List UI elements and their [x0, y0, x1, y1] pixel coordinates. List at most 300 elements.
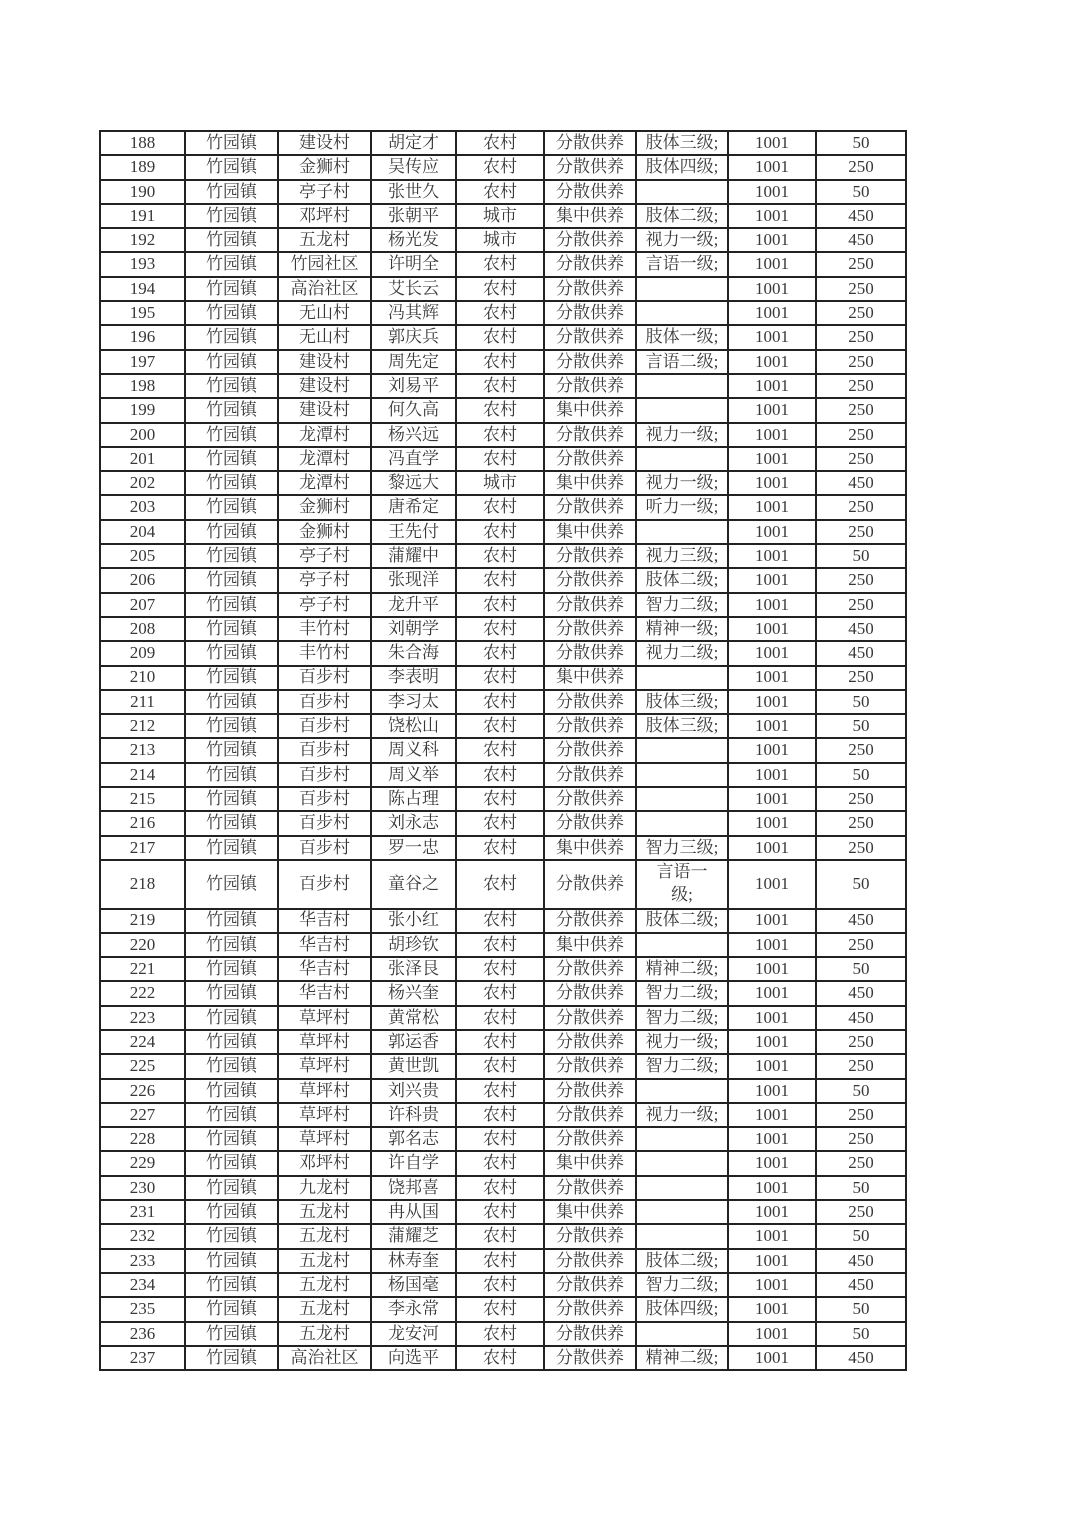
cell-disability: 言语一级; — [636, 860, 728, 909]
cell-disability — [636, 374, 728, 398]
cell-village: 高治社区 — [278, 1346, 371, 1370]
cell-disability — [636, 1322, 728, 1346]
cell-support-type: 分散供养 — [544, 131, 636, 155]
cell-index: 223 — [100, 1006, 185, 1030]
cell-village: 百步村 — [278, 836, 371, 860]
table-row — [100, 374, 906, 398]
cell-town: 竹园镇 — [185, 641, 278, 665]
cell-amount: 50 — [816, 860, 906, 909]
cell-disability: 肢体二级; — [636, 204, 728, 228]
cell-code: 1001 — [728, 520, 816, 544]
table-row — [100, 471, 906, 495]
cell-index: 232 — [100, 1224, 185, 1248]
cell-code: 1001 — [728, 1006, 816, 1030]
table-row — [100, 1297, 906, 1321]
table-row — [100, 447, 906, 471]
cell-support-type: 分散供养 — [544, 228, 636, 252]
cell-disability: 言语二级; — [636, 350, 728, 374]
cell-code: 1001 — [728, 447, 816, 471]
cell-index: 227 — [100, 1103, 185, 1127]
cell-town: 竹园镇 — [185, 398, 278, 422]
cell-village: 邓坪村 — [278, 1151, 371, 1175]
cell-code: 1001 — [728, 690, 816, 714]
cell-support-type: 分散供养 — [544, 350, 636, 374]
cell-town: 竹园镇 — [185, 374, 278, 398]
cell-disability — [636, 787, 728, 811]
cell-residence-type: 农村 — [456, 180, 544, 204]
cell-residence-type: 农村 — [456, 763, 544, 787]
cell-amount: 50 — [816, 1176, 906, 1200]
cell-support-type: 集中供养 — [544, 836, 636, 860]
cell-code: 1001 — [728, 1054, 816, 1078]
cell-residence-type: 农村 — [456, 933, 544, 957]
cell-disability — [636, 1127, 728, 1151]
cell-code: 1001 — [728, 1200, 816, 1224]
cell-person-name: 冯其辉 — [371, 301, 456, 325]
cell-amount: 50 — [816, 1297, 906, 1321]
cell-village: 百步村 — [278, 714, 371, 738]
cell-person-name: 张现洋 — [371, 568, 456, 592]
cell-person-name: 王先付 — [371, 520, 456, 544]
cell-person-name: 艾长云 — [371, 277, 456, 301]
cell-support-type: 分散供养 — [544, 544, 636, 568]
cell-town: 竹园镇 — [185, 763, 278, 787]
cell-residence-type: 农村 — [456, 252, 544, 276]
cell-index: 202 — [100, 471, 185, 495]
cell-residence-type: 农村 — [456, 1079, 544, 1103]
cell-disability — [636, 811, 728, 835]
cell-code: 1001 — [728, 981, 816, 1005]
cell-disability: 智力三级; — [636, 836, 728, 860]
cell-disability: 肢体四级; — [636, 1297, 728, 1321]
cell-person-name: 罗一忠 — [371, 836, 456, 860]
cell-person-name: 蒲耀中 — [371, 544, 456, 568]
cell-code: 1001 — [728, 1176, 816, 1200]
cell-person-name: 李表明 — [371, 666, 456, 690]
cell-disability — [636, 666, 728, 690]
cell-person-name: 陈占理 — [371, 787, 456, 811]
cell-support-type: 分散供养 — [544, 1176, 636, 1200]
cell-amount: 250 — [816, 520, 906, 544]
cell-residence-type: 农村 — [456, 909, 544, 933]
cell-town: 竹园镇 — [185, 1322, 278, 1346]
cell-amount: 50 — [816, 131, 906, 155]
cell-code: 1001 — [728, 252, 816, 276]
table-row — [100, 252, 906, 276]
cell-residence-type: 农村 — [456, 641, 544, 665]
cell-support-type: 分散供养 — [544, 1030, 636, 1054]
cell-support-type: 分散供养 — [544, 593, 636, 617]
cell-disability — [636, 447, 728, 471]
cell-village: 百步村 — [278, 763, 371, 787]
cell-amount: 50 — [816, 180, 906, 204]
cell-disability: 视力一级; — [636, 1103, 728, 1127]
cell-town: 竹园镇 — [185, 1006, 278, 1030]
cell-amount: 250 — [816, 593, 906, 617]
cell-index: 216 — [100, 811, 185, 835]
cell-support-type: 分散供养 — [544, 1054, 636, 1078]
cell-index: 197 — [100, 350, 185, 374]
cell-code: 1001 — [728, 544, 816, 568]
cell-town: 竹园镇 — [185, 325, 278, 349]
cell-town: 竹园镇 — [185, 1346, 278, 1370]
cell-index: 230 — [100, 1176, 185, 1200]
cell-person-name: 朱合海 — [371, 641, 456, 665]
cell-person-name: 黎远大 — [371, 471, 456, 495]
cell-disability: 言语一级; — [636, 252, 728, 276]
cell-person-name: 饶邦喜 — [371, 1176, 456, 1200]
cell-support-type: 集中供养 — [544, 933, 636, 957]
cell-support-type: 分散供养 — [544, 860, 636, 909]
cell-code: 1001 — [728, 957, 816, 981]
cell-village: 五龙村 — [278, 228, 371, 252]
cell-residence-type: 农村 — [456, 325, 544, 349]
cell-support-type: 分散供养 — [544, 811, 636, 835]
cell-village: 百步村 — [278, 811, 371, 835]
cell-support-type: 分散供养 — [544, 617, 636, 641]
cell-index: 203 — [100, 495, 185, 519]
cell-disability: 视力一级; — [636, 1030, 728, 1054]
cell-town: 竹园镇 — [185, 933, 278, 957]
table-row — [100, 301, 906, 325]
cell-village: 建设村 — [278, 350, 371, 374]
cell-person-name: 林寿奎 — [371, 1249, 456, 1273]
cell-code: 1001 — [728, 836, 816, 860]
cell-support-type: 分散供养 — [544, 1103, 636, 1127]
table-row — [100, 957, 906, 981]
table-row — [100, 714, 906, 738]
cell-village: 高治社区 — [278, 277, 371, 301]
cell-amount: 50 — [816, 1079, 906, 1103]
cell-town: 竹园镇 — [185, 301, 278, 325]
cell-village: 建设村 — [278, 131, 371, 155]
cell-amount: 250 — [816, 1103, 906, 1127]
cell-disability: 肢体二级; — [636, 1249, 728, 1273]
cell-support-type: 分散供养 — [544, 957, 636, 981]
cell-support-type: 分散供养 — [544, 690, 636, 714]
cell-disability: 智力二级; — [636, 1006, 728, 1030]
cell-residence-type: 农村 — [456, 495, 544, 519]
cell-amount: 250 — [816, 1030, 906, 1054]
cell-person-name: 周义科 — [371, 738, 456, 762]
cell-town: 竹园镇 — [185, 909, 278, 933]
cell-index: 212 — [100, 714, 185, 738]
table-row — [100, 641, 906, 665]
cell-village: 亭子村 — [278, 568, 371, 592]
cell-code: 1001 — [728, 763, 816, 787]
cell-index: 189 — [100, 155, 185, 179]
cell-person-name: 周先定 — [371, 350, 456, 374]
cell-support-type: 集中供养 — [544, 1200, 636, 1224]
cell-support-type: 分散供养 — [544, 787, 636, 811]
cell-residence-type: 农村 — [456, 398, 544, 422]
table-row — [100, 1079, 906, 1103]
cell-residence-type: 农村 — [456, 131, 544, 155]
cell-village: 华吉村 — [278, 981, 371, 1005]
cell-village: 草坪村 — [278, 1006, 371, 1030]
table-row — [100, 1127, 906, 1151]
table-row — [100, 617, 906, 641]
cell-disability: 精神二级; — [636, 957, 728, 981]
cell-disability: 肢体三级; — [636, 690, 728, 714]
cell-person-name: 周义举 — [371, 763, 456, 787]
cell-residence-type: 农村 — [456, 301, 544, 325]
cell-disability: 智力二级; — [636, 981, 728, 1005]
cell-support-type: 分散供养 — [544, 277, 636, 301]
cell-person-name: 刘易平 — [371, 374, 456, 398]
cell-amount: 250 — [816, 738, 906, 762]
cell-amount: 250 — [816, 1054, 906, 1078]
cell-code: 1001 — [728, 568, 816, 592]
cell-amount: 50 — [816, 1224, 906, 1248]
cell-support-type: 分散供养 — [544, 1297, 636, 1321]
cell-support-type: 分散供养 — [544, 447, 636, 471]
cell-code: 1001 — [728, 787, 816, 811]
cell-amount: 250 — [816, 811, 906, 835]
cell-residence-type: 农村 — [456, 714, 544, 738]
cell-code: 1001 — [728, 398, 816, 422]
table-row — [100, 495, 906, 519]
cell-index: 234 — [100, 1273, 185, 1297]
cell-village: 百步村 — [278, 787, 371, 811]
cell-town: 竹园镇 — [185, 738, 278, 762]
cell-disability: 智力二级; — [636, 1273, 728, 1297]
table-row — [100, 520, 906, 544]
cell-person-name: 刘永志 — [371, 811, 456, 835]
cell-disability: 视力一级; — [636, 228, 728, 252]
cell-amount: 250 — [816, 1151, 906, 1175]
cell-amount: 250 — [816, 252, 906, 276]
cell-index: 222 — [100, 981, 185, 1005]
cell-support-type: 分散供养 — [544, 423, 636, 447]
cell-town: 竹园镇 — [185, 252, 278, 276]
cell-support-type: 分散供养 — [544, 1079, 636, 1103]
table-row — [100, 836, 906, 860]
cell-person-name: 胡定才 — [371, 131, 456, 155]
cell-code: 1001 — [728, 1151, 816, 1175]
cell-index: 229 — [100, 1151, 185, 1175]
cell-residence-type: 农村 — [456, 568, 544, 592]
cell-code: 1001 — [728, 666, 816, 690]
cell-disability — [636, 1176, 728, 1200]
cell-residence-type: 农村 — [456, 1151, 544, 1175]
cell-disability — [636, 1151, 728, 1175]
cell-index: 231 — [100, 1200, 185, 1224]
cell-index: 198 — [100, 374, 185, 398]
cell-residence-type: 农村 — [456, 787, 544, 811]
cell-town: 竹园镇 — [185, 1127, 278, 1151]
cell-disability — [636, 763, 728, 787]
cell-support-type: 分散供养 — [544, 981, 636, 1005]
cell-disability: 视力三级; — [636, 544, 728, 568]
cell-amount: 450 — [816, 228, 906, 252]
cell-amount: 250 — [816, 277, 906, 301]
cell-index: 204 — [100, 520, 185, 544]
cell-index: 215 — [100, 787, 185, 811]
cell-residence-type: 城市 — [456, 204, 544, 228]
cell-town: 竹园镇 — [185, 1224, 278, 1248]
cell-amount: 450 — [816, 204, 906, 228]
cell-village: 金狮村 — [278, 495, 371, 519]
cell-code: 1001 — [728, 325, 816, 349]
table-row — [100, 1200, 906, 1224]
cell-residence-type: 农村 — [456, 981, 544, 1005]
cell-town: 竹园镇 — [185, 1103, 278, 1127]
cell-town: 竹园镇 — [185, 1176, 278, 1200]
cell-residence-type: 农村 — [456, 350, 544, 374]
cell-amount: 250 — [816, 325, 906, 349]
cell-disability — [636, 1224, 728, 1248]
table-row — [100, 131, 906, 155]
cell-amount: 50 — [816, 714, 906, 738]
cell-support-type: 分散供养 — [544, 1273, 636, 1297]
cell-town: 竹园镇 — [185, 180, 278, 204]
cell-code: 1001 — [728, 350, 816, 374]
cell-index: 237 — [100, 1346, 185, 1370]
table-row — [100, 228, 906, 252]
cell-town: 竹园镇 — [185, 787, 278, 811]
cell-residence-type: 农村 — [456, 1127, 544, 1151]
cell-residence-type: 农村 — [456, 617, 544, 641]
cell-support-type: 分散供养 — [544, 641, 636, 665]
cell-person-name: 李习太 — [371, 690, 456, 714]
cell-index: 235 — [100, 1297, 185, 1321]
cell-village: 建设村 — [278, 398, 371, 422]
cell-village: 无山村 — [278, 301, 371, 325]
cell-village: 邓坪村 — [278, 204, 371, 228]
cell-town: 竹园镇 — [185, 836, 278, 860]
cell-town: 竹园镇 — [185, 520, 278, 544]
cell-town: 竹园镇 — [185, 811, 278, 835]
cell-residence-type: 农村 — [456, 1346, 544, 1370]
cell-amount: 50 — [816, 763, 906, 787]
cell-residence-type: 农村 — [456, 1224, 544, 1248]
cell-person-name: 何久高 — [371, 398, 456, 422]
cell-support-type: 集中供养 — [544, 204, 636, 228]
cell-residence-type: 农村 — [456, 957, 544, 981]
cell-code: 1001 — [728, 1322, 816, 1346]
cell-code: 1001 — [728, 1249, 816, 1273]
cell-residence-type: 农村 — [456, 1176, 544, 1200]
cell-village: 五龙村 — [278, 1273, 371, 1297]
cell-amount: 450 — [816, 981, 906, 1005]
cell-disability: 视力一级; — [636, 471, 728, 495]
cell-village: 草坪村 — [278, 1127, 371, 1151]
cell-support-type: 分散供养 — [544, 374, 636, 398]
cell-support-type: 分散供养 — [544, 909, 636, 933]
table-row — [100, 1103, 906, 1127]
table-row — [100, 763, 906, 787]
cell-town: 竹园镇 — [185, 131, 278, 155]
cell-code: 1001 — [728, 593, 816, 617]
cell-disability: 视力二级; — [636, 641, 728, 665]
cell-code: 1001 — [728, 1103, 816, 1127]
cell-support-type: 分散供养 — [544, 1249, 636, 1273]
cell-code: 1001 — [728, 228, 816, 252]
cell-village: 亭子村 — [278, 593, 371, 617]
cell-town: 竹园镇 — [185, 471, 278, 495]
cell-person-name: 许科贵 — [371, 1103, 456, 1127]
cell-code: 1001 — [728, 860, 816, 909]
cell-disability — [636, 738, 728, 762]
cell-town: 竹园镇 — [185, 1054, 278, 1078]
cell-support-type: 集中供养 — [544, 666, 636, 690]
cell-disability — [636, 1079, 728, 1103]
table-row — [100, 593, 906, 617]
cell-index: 224 — [100, 1030, 185, 1054]
cell-index: 196 — [100, 325, 185, 349]
cell-support-type: 分散供养 — [544, 301, 636, 325]
cell-support-type: 分散供养 — [544, 1346, 636, 1370]
cell-disability: 听力一级; — [636, 495, 728, 519]
cell-residence-type: 农村 — [456, 277, 544, 301]
cell-village: 无山村 — [278, 325, 371, 349]
cell-amount: 250 — [816, 666, 906, 690]
cell-person-name: 刘朝学 — [371, 617, 456, 641]
cell-residence-type: 农村 — [456, 155, 544, 179]
cell-residence-type: 农村 — [456, 593, 544, 617]
cell-index: 226 — [100, 1079, 185, 1103]
cell-code: 1001 — [728, 714, 816, 738]
cell-town: 竹园镇 — [185, 495, 278, 519]
cell-index: 221 — [100, 957, 185, 981]
cell-person-name: 向选平 — [371, 1346, 456, 1370]
cell-code: 1001 — [728, 180, 816, 204]
cell-residence-type: 农村 — [456, 1249, 544, 1273]
cell-index: 225 — [100, 1054, 185, 1078]
cell-town: 竹园镇 — [185, 981, 278, 1005]
cell-amount: 250 — [816, 155, 906, 179]
cell-village: 五龙村 — [278, 1224, 371, 1248]
records-table — [99, 130, 907, 1371]
cell-code: 1001 — [728, 1079, 816, 1103]
cell-village: 华吉村 — [278, 909, 371, 933]
table-row — [100, 981, 906, 1005]
cell-residence-type: 农村 — [456, 666, 544, 690]
cell-disability: 智力二级; — [636, 1054, 728, 1078]
cell-person-name: 张朝平 — [371, 204, 456, 228]
cell-residence-type: 农村 — [456, 1297, 544, 1321]
cell-code: 1001 — [728, 641, 816, 665]
cell-disability: 视力一级; — [636, 423, 728, 447]
cell-town: 竹园镇 — [185, 617, 278, 641]
cell-residence-type: 农村 — [456, 1322, 544, 1346]
cell-town: 竹园镇 — [185, 1079, 278, 1103]
cell-person-name: 黄常松 — [371, 1006, 456, 1030]
table-row — [100, 1176, 906, 1200]
cell-code: 1001 — [728, 471, 816, 495]
cell-amount: 450 — [816, 1249, 906, 1273]
cell-support-type: 分散供养 — [544, 738, 636, 762]
cell-index: 233 — [100, 1249, 185, 1273]
table-row — [100, 350, 906, 374]
cell-code: 1001 — [728, 1297, 816, 1321]
cell-village: 金狮村 — [278, 520, 371, 544]
cell-support-type: 分散供养 — [544, 180, 636, 204]
cell-village: 九龙村 — [278, 1176, 371, 1200]
cell-support-type: 分散供养 — [544, 714, 636, 738]
cell-code: 1001 — [728, 423, 816, 447]
cell-amount: 250 — [816, 933, 906, 957]
cell-disability: 肢体二级; — [636, 909, 728, 933]
table-row — [100, 1054, 906, 1078]
cell-village: 草坪村 — [278, 1054, 371, 1078]
cell-disability — [636, 398, 728, 422]
cell-residence-type: 城市 — [456, 471, 544, 495]
cell-amount: 450 — [816, 1006, 906, 1030]
cell-code: 1001 — [728, 131, 816, 155]
cell-person-name: 杨兴远 — [371, 423, 456, 447]
